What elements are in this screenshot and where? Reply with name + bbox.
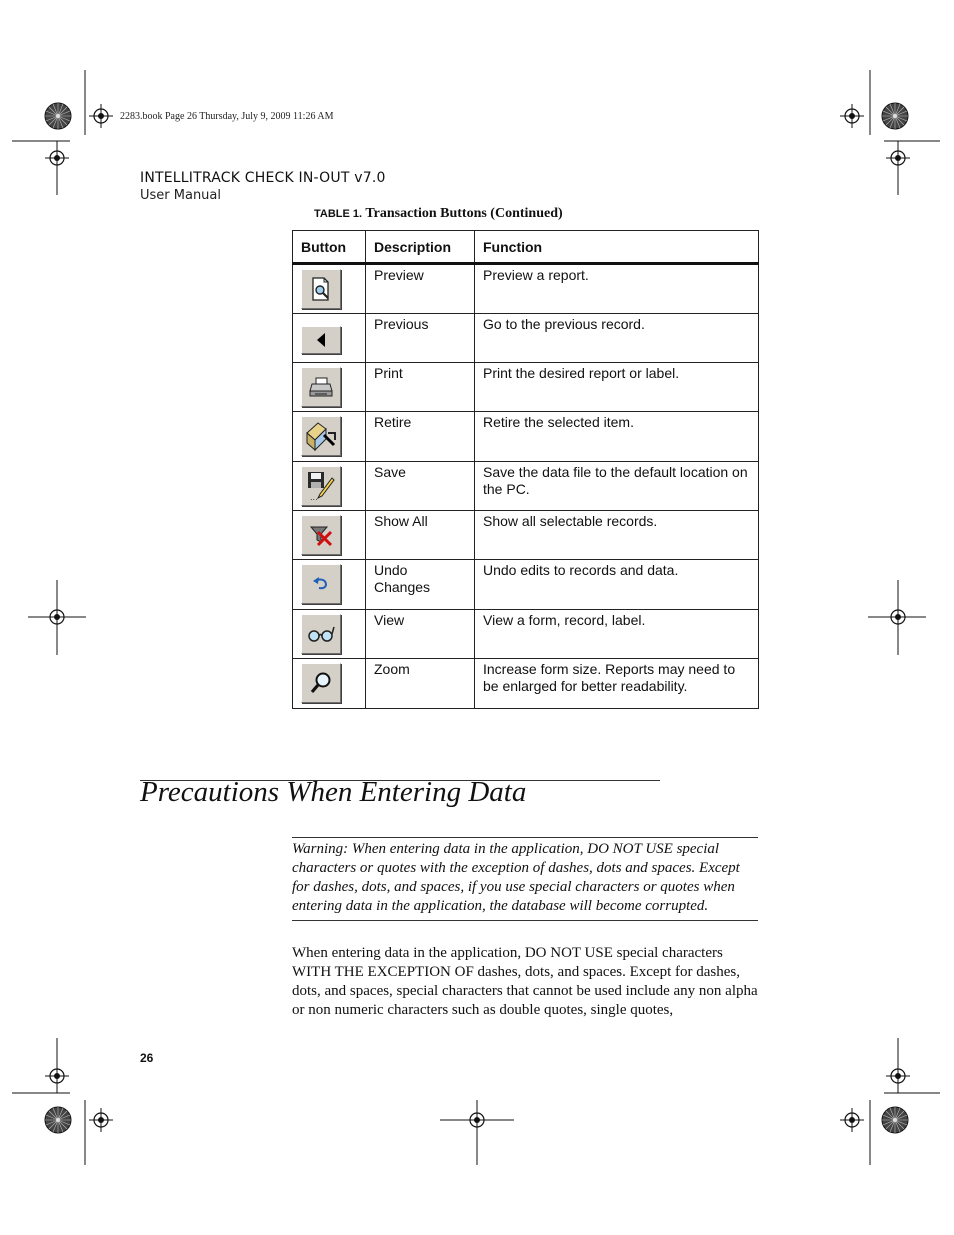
registration-target-icon <box>840 104 864 128</box>
table-caption <box>314 206 563 222</box>
function-cell: Go to the previous record. <box>475 314 759 363</box>
function-cell: View a form, record, label. <box>475 610 759 659</box>
column-header-function: Function <box>475 231 759 264</box>
table-row <box>293 462 759 511</box>
table-row <box>293 412 759 462</box>
section-title: Precautions When Entering Data <box>140 776 527 808</box>
table-caption-label: TABLE 1. <box>314 208 363 220</box>
description-cell: Print <box>366 363 475 412</box>
running-header-product: INTELLITRACK CHECK IN-OUT v7.0 <box>140 170 386 186</box>
description-cell: Show All <box>366 511 475 560</box>
function-cell: Increase form size. Reports may need to be enlarged for better readability. <box>475 659 759 709</box>
button-cell <box>293 314 366 363</box>
save-disk-icon <box>301 466 341 506</box>
description-cell: Retire <box>366 412 475 462</box>
body-paragraph: When entering data in the application, DO NOT USE special characters WITH THE EXCEPTION OF dashes, dots, and spaces. Except for dashes, dots, and spaces, special characters that cannot be used include any non alpha or non numeric characters such as double quotes, single quotes, <box>292 945 758 1018</box>
column-header-button: Button <box>293 231 366 264</box>
table-row <box>293 264 759 314</box>
show-all-filter-icon <box>301 515 341 555</box>
description-cell: Zoom <box>366 659 475 709</box>
registration-target-icon <box>89 1108 113 1132</box>
button-cell <box>293 560 366 610</box>
column-header-description: Description <box>366 231 475 264</box>
table-row <box>293 363 759 412</box>
table-row <box>293 659 759 709</box>
description-cell: Undo Changes <box>366 560 475 610</box>
table-row <box>293 610 759 659</box>
undo-icon <box>301 564 341 604</box>
zoom-magnifier-icon <box>301 663 341 703</box>
description-cell: Preview <box>366 264 475 314</box>
button-cell <box>293 659 366 709</box>
function-cell: Show all selectable records. <box>475 511 759 560</box>
registration-target-icon <box>840 1108 864 1132</box>
button-cell <box>293 610 366 659</box>
view-glasses-icon <box>301 614 341 654</box>
page-number: 26 <box>140 1051 154 1065</box>
table-row <box>293 511 759 560</box>
warning-box: Warning: When entering data in the application, DO NOT USE special characters or quotes with the exception of dashes, dots and spaces. Except for dashes, dots, and spaces, if you use special characters or quotes when entering data in the application, the database will become corrupted. <box>292 837 758 921</box>
running-header-manual: User Manual <box>140 188 222 203</box>
registration-star-icon <box>45 103 71 129</box>
table-row <box>293 314 759 363</box>
table-header-row <box>293 231 759 264</box>
button-cell <box>293 363 366 412</box>
function-cell: Save the data file to the default location on the PC. <box>475 462 759 511</box>
description-cell: Save <box>366 462 475 511</box>
table-row <box>293 560 759 610</box>
retire-icon <box>301 416 341 456</box>
preview-icon <box>301 269 341 309</box>
description-cell: Previous <box>366 314 475 363</box>
description-cell: View <box>366 610 475 659</box>
registration-star-icon <box>45 1107 71 1133</box>
print-slug: 2283.book Page 26 Thursday, July 9, 2009 11:26 AM <box>120 111 334 122</box>
function-cell: Preview a report. <box>475 264 759 314</box>
button-cell <box>293 462 366 511</box>
button-cell <box>293 264 366 314</box>
previous-arrow-icon <box>301 326 341 354</box>
function-cell: Undo edits to records and data. <box>475 560 759 610</box>
button-cell <box>293 412 366 462</box>
printer-icon <box>301 367 341 407</box>
table-caption-title: Transaction Buttons (Continued) <box>365 206 563 221</box>
registration-star-icon <box>882 103 908 129</box>
registration-target-icon <box>89 104 113 128</box>
transaction-buttons-table <box>292 230 759 709</box>
button-cell <box>293 511 366 560</box>
function-cell: Print the desired report or label. <box>475 363 759 412</box>
function-cell: Retire the selected item. <box>475 412 759 462</box>
svg-text:...: ... <box>310 493 318 502</box>
registration-star-icon <box>882 1107 908 1133</box>
